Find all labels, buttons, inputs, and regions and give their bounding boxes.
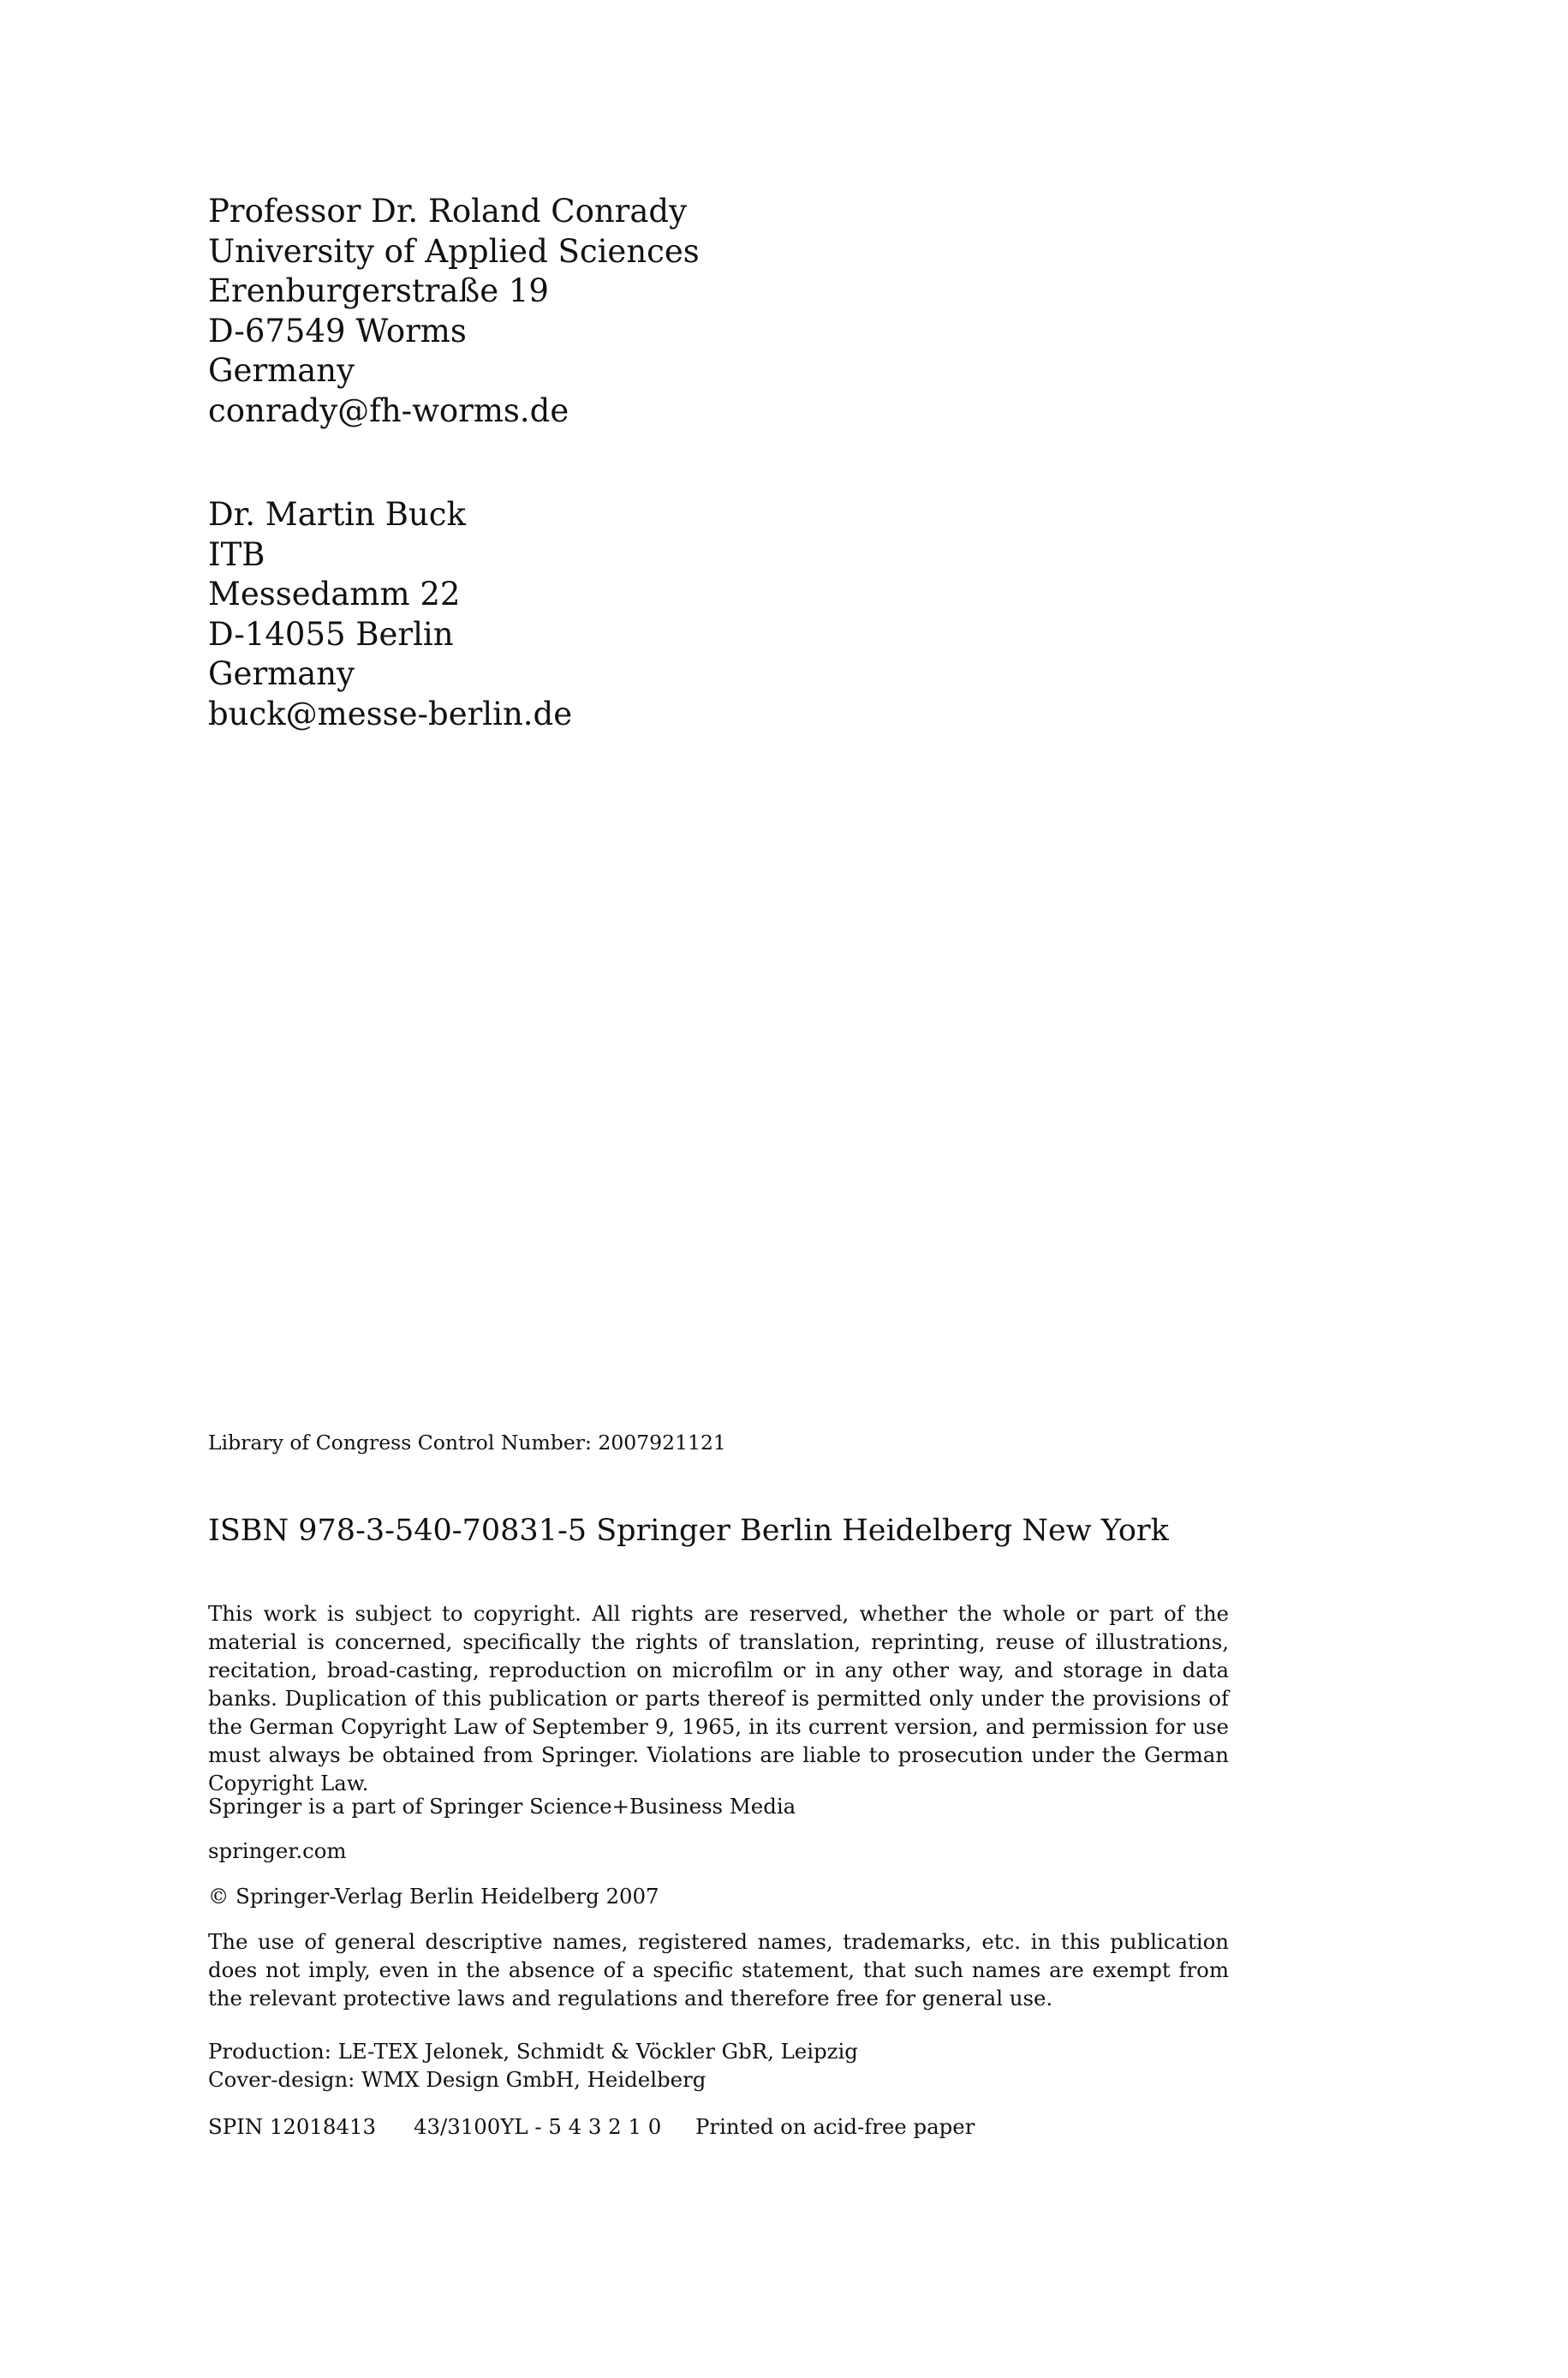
author-address-conrady	[208, 192, 700, 432]
cover-design-credit: Cover-design: WMX Design GmbH, Heidelberg	[208, 2067, 706, 2092]
copyright-notice-paragraph: This work is subject to copyright. All rights are reserved, whether the whole or part of the material is concerned, specifically the rights of translation, reprinting, reuse of illustrations, recitation, broad-casting, reproduction on microfilm or in any other way, and storage in data banks. Duplication of this publication or parts thereof is permitted only under the provisions of the German Copyright Law of September 9, 1965, in its current version, and permission for use must always be obtained from Springer. Violations are liable to prosecution under the German Copyright Law.	[208, 1601, 1229, 1795]
spin-number: SPIN 12018413	[208, 2114, 376, 2139]
author-name: Professor Dr. Roland Conrady	[208, 193, 688, 230]
author-address-buck	[208, 495, 572, 735]
author-email: conrady@fh-worms.de	[208, 391, 569, 429]
author-email: buck@messe-berlin.de	[208, 695, 573, 732]
author-street: Messedamm 22	[208, 576, 461, 613]
author-country: Germany	[208, 352, 355, 390]
isbn-line: ISBN 978-3-540-70831-5 Springer Berlin Heidelberg New York	[208, 1514, 1169, 1548]
library-of-congress-number: Library of Congress Control Number: 2007921121	[208, 1431, 726, 1455]
print-run-code: 43/3100YL - 5 4 3 2 1 0	[414, 2114, 662, 2139]
author-name: Dr. Martin Buck	[208, 496, 466, 533]
author-street: Erenburgerstraße 19	[208, 272, 549, 310]
author-city: D-14055 Berlin	[208, 615, 454, 653]
paper-note: Printed on acid-free paper	[695, 2114, 975, 2139]
author-institution: ITB	[208, 535, 265, 573]
production-credit: Production: LE-TEX Jelonek, Schmidt & Vöckler GbR, Leipzig	[208, 2039, 858, 2064]
author-country: Germany	[208, 655, 355, 693]
trademark-usage-paragraph: The use of general descriptive names, registered names, trademarks, etc. in this publication does not imply, even in the absence of a specific statement, that such names are exempt from the relevant protective laws and regulations and therefore free for general use.	[208, 1929, 1229, 2011]
publisher-website: springer.com	[208, 1838, 347, 1863]
author-city: D-67549 Worms	[208, 312, 467, 350]
copyright-line: © Springer-Verlag Berlin Heidelberg 2007	[208, 1884, 659, 1909]
author-institution: University of Applied Sciences	[208, 232, 700, 270]
publisher-affiliation: Springer is a part of Springer Science+Business Media	[208, 1794, 796, 1819]
